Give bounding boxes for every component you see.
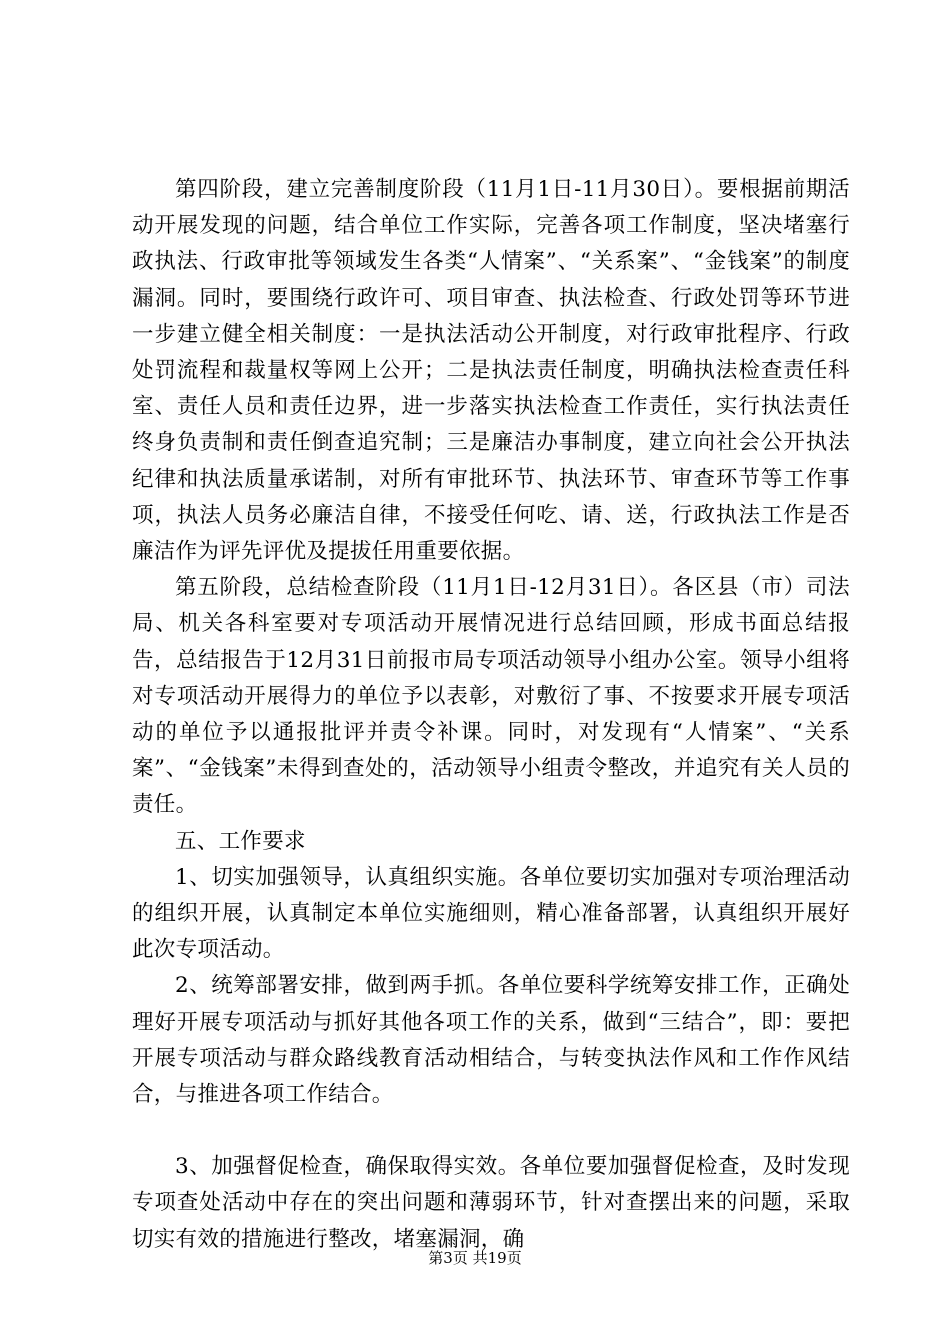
paragraph-requirement-3: 3、加强督促检查，确保取得实效。各单位要加强督促检查，及时发现专项查处活动中存在的突出问题和薄弱环节，针对查摆出来的问题，采取切实有效的措施进行整改，堵塞漏洞，确	[132, 1154, 850, 1252]
paragraph-stage-four: 第四阶段，建立完善制度阶段（11月1日-11月30日）。要根据前期活动开展发现的问题，结合单位工作实际，完善各项工作制度，坚决堵塞行政执法、行政审批等领域发生各类“人情案”、“关系案”、“金钱案”的制度漏洞。同时，要围绕行政许可、项目审查、执法检查、行政处罚等环节进一步建立健全相关制度：一是执法活动公开制度，对行政审批程序、行政处罚流程和裁量权等网上公开；二是执法责任制度，明确执法检查责任科室、责任人员和责任边界，进一步落实执法检查工作责任，实行执法责任终身负责制和责任倒查追究制；三是廉洁办事制度，建立向社会公开执法纪律和执法质量承诺制，对所有审批环节、执法环节、审查环节等工作事项，执法人员务必廉洁自律，不接受任何吃、请、送，行政执法工作是否廉洁作为评先评优及提拔任用重要依据。	[132, 177, 850, 565]
paragraph-requirement-1: 1、切实加强领导，认真组织实施。各单位要切实加强对专项治理活动的组织开展，认真制定本单位实施细则，精心准备部署，认真组织开展好此次专项活动。	[132, 864, 850, 963]
paragraph-requirement-2: 2、统筹部署安排，做到两手抓。各单位要科学统筹安排工作，正确处理好开展专项活动与抓好其他各项工作的关系，做到“三结合”，即：要把开展专项活动与群众路线教育活动相结合，与转变执法作风和工作作风结合，与推进各项工作结合。	[132, 973, 850, 1108]
document-body	[132, 172, 850, 1258]
paragraph-stage-five: 第五阶段，总结检查阶段（11月1日-12月31日）。各区县（市）司法局、机关各科室要对专项活动开展情况进行总结回顾，形成书面总结报告，总结报告于12月31日前报市局专项活动领导小组办公室。领导小组将对专项活动开展得力的单位予以表彰，对敷衍了事、不按要求开展专项活动的单位予以通报批评并责令补课。同时，对发现有“人情案”、“关系案”、“金钱案”未得到查处的，活动领导小组责令整改，并追究有关人员的责任。	[132, 575, 850, 818]
section-heading-work-requirements: 五、工作要求	[175, 828, 306, 854]
page-footer: 第3页 共19页	[428, 1249, 522, 1267]
